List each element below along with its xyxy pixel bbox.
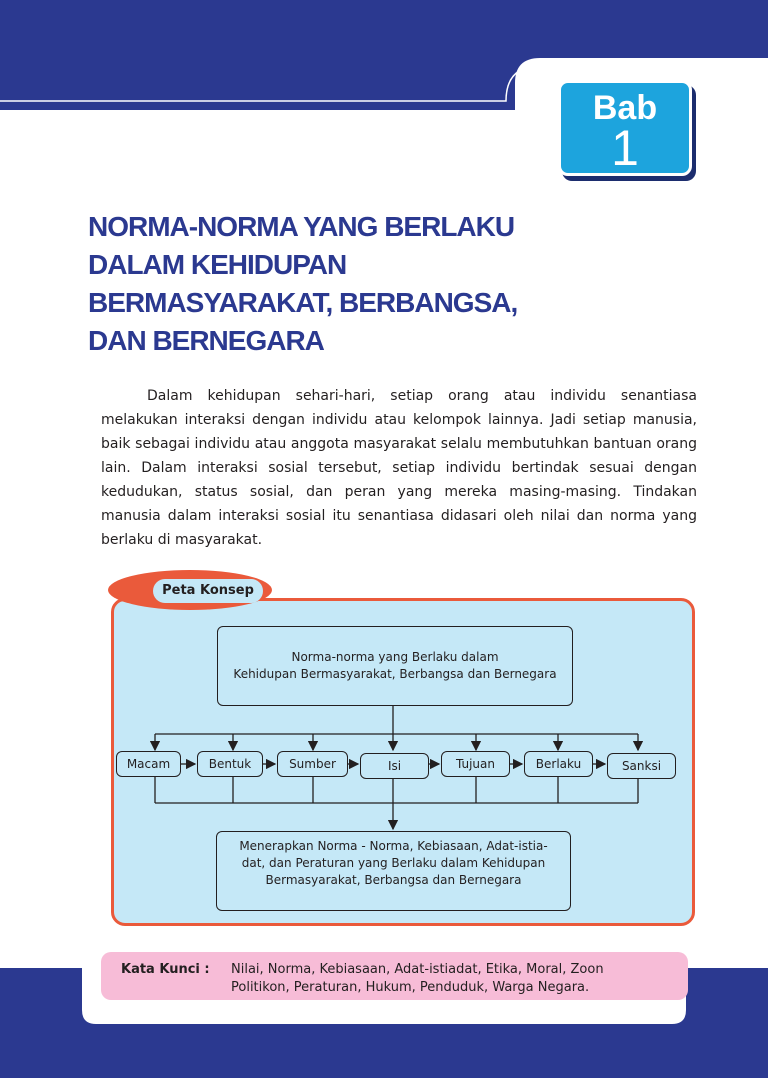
concept-node-result-line: Menerapkan Norma - Norma, Kebiasaan, Adat-istia- <box>239 839 548 853</box>
concept-node-macam: Macam <box>116 751 181 777</box>
chapter-title-line: NORMA-NORMA YANG BERLAKU <box>88 211 515 242</box>
intro-paragraph: Dalam kehidupan sehari-hari, setiap orang atau individu senantiasa melakukan interaksi dengan individu atau kelompok lainnya. Jadi setiap manusia, baik sebagai individu atau anggota masyarakat selalu membutuhkan bantuan orang lain. Dalam interaksi sosial tersebut, setiap individu bertindak sesuai dengan kedudukan, status sosial, dan peran yang mereka masing-masing. Tindakan manusia dalam interaksi sosial itu senantiasa didasari oleh nilai dan norma yang berlaku di masyarakat. <box>101 388 697 548</box>
concept-map-label: Peta Konsep <box>153 579 263 603</box>
chapter-title-line: BERMASYARAKAT, BERBANGSA, <box>88 287 518 318</box>
keywords-box <box>101 952 688 1000</box>
concept-node-root-line: Norma-norma yang Berlaku dalam <box>291 650 499 664</box>
concept-node-result-line: dat, dan Peraturan yang Berlaku dalam Kehidupan <box>241 856 546 870</box>
keywords-line: Nilai, Norma, Kebiasaan, Adat-istiadat, Etika, Moral, Zoon <box>231 962 604 977</box>
concept-node-tujuan: Tujuan <box>441 751 510 777</box>
concept-node-root <box>217 626 573 706</box>
keywords-line: Politikon, Peraturan, Hukum, Penduduk, Warga Negara. <box>231 980 590 995</box>
chapter-number: 1 <box>611 120 639 176</box>
concept-node-root-line: Kehidupan Bermasyarakat, Berbangsa dan Bernegara <box>233 667 557 681</box>
concept-node-bentuk: Bentuk <box>197 751 263 777</box>
chapter-title-line: DALAM KEHIDUPAN <box>88 249 347 280</box>
concept-node-isi: Isi <box>360 753 429 779</box>
concept-node-sanksi: Sanksi <box>607 753 676 779</box>
chapter-label: Bab <box>592 89 658 127</box>
concept-node-result-line: Bermasyarakat, Berbangsa dan Bernegara <box>265 873 522 887</box>
keywords-label: Kata Kunci : <box>121 962 210 977</box>
chapter-title-line: DAN BERNEGARA <box>88 325 324 356</box>
concept-node-result <box>216 831 571 911</box>
concept-node-berlaku: Berlaku <box>524 751 593 777</box>
keywords-list <box>231 961 681 997</box>
concept-node-sumber: Sumber <box>277 751 348 777</box>
